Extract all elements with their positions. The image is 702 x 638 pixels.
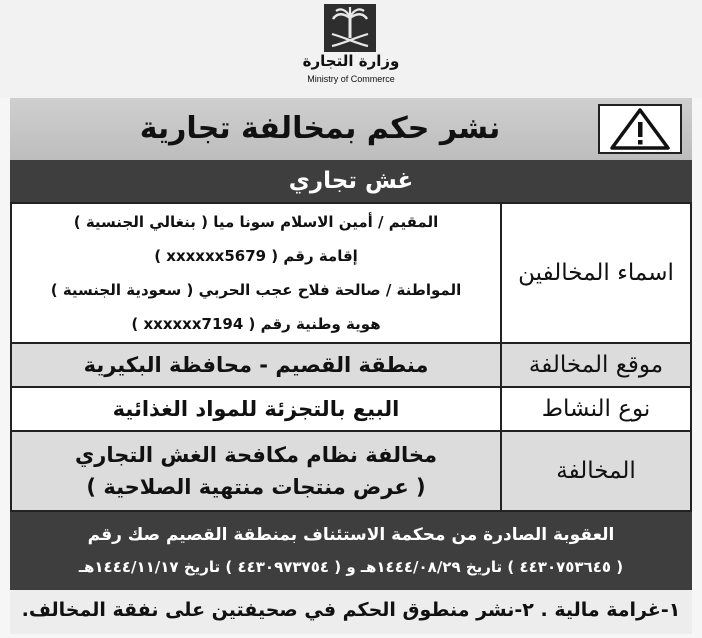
violation-description: مخالفة نظام مكافحة الغش التجاري [75, 443, 437, 467]
ministry-name-arabic: وزارة التجارة [302, 52, 400, 70]
violators-row [12, 204, 690, 344]
ministry-logo [295, 4, 407, 94]
violator-2-name: المواطنة / صالحة فلاح عجب الحربي ( سعودية الجنسية ) [50, 281, 462, 299]
violation-detail: ( عرض منتجات منتهية الصلاحية ) [86, 475, 426, 499]
violation-value [12, 432, 500, 510]
penalty-heading: العقوبة الصادرة من محكمة الاستئناف بمنطقة القصيم صك رقم [87, 525, 615, 545]
warning-triangle-icon [598, 104, 682, 154]
violators-value [12, 204, 500, 342]
palm-and-swords-emblem-icon [324, 4, 376, 52]
activity-label: نوع النشاط [500, 388, 690, 430]
violator-2-national-id: هوية وطنية رقم ( xxxxxx7194 ) [131, 315, 381, 333]
ministry-name-english: Ministry of Commerce [307, 74, 395, 84]
violation-row [12, 432, 690, 510]
violator-1-name: المقيم / أمين الاسلام سونا ميا ( بنغالي الجنسية ) [73, 213, 439, 231]
violator-1-residency: إقامة رقم ( xxxxxx5679 ) [154, 247, 358, 265]
penalty-band [10, 512, 692, 590]
subtitle-band [10, 160, 692, 202]
violation-label: المخالفة [500, 432, 690, 510]
activity-row [12, 388, 690, 432]
violators-label: اسماء المخالفين [500, 204, 690, 342]
page-title: نشر حكم بمخالفة تجارية [139, 111, 501, 146]
penalty-deeds: ( ٤٤٣٠٧٥٣٦٤٥ ) تاريخ ١٤٤٤/٠٨/٢٩هـ و ( ٤٤٣٠٩٧٣٧٥٤ ) تاريخ ١٤٤٤/١١/١٧هـ [78, 558, 624, 576]
details-table [10, 202, 692, 512]
penalty-list: ١-غرامة مالية . ٢-نشر منطوق الحكم في صحيفتين على نفقة المخالف. [10, 590, 692, 634]
location-label: موقع المخالفة [500, 344, 690, 386]
header [0, 0, 702, 98]
location-value: منطقة القصيم - محافظة البكيرية [12, 344, 500, 386]
title-band [10, 98, 692, 160]
activity-value: البيع بالتجزئة للمواد الغذائية [112, 397, 400, 421]
subtitle: غش تجاري [288, 168, 414, 194]
location-row [12, 344, 690, 388]
